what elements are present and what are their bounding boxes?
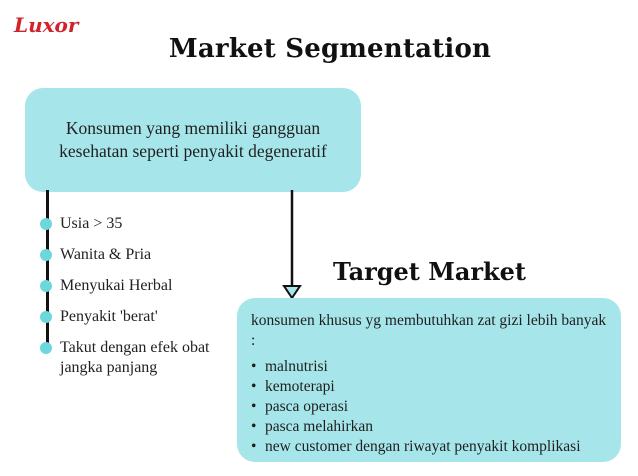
target-market-title: Target Market: [333, 257, 526, 286]
bullet-icon: •: [251, 358, 257, 375]
target-item: • malnutrisi: [251, 358, 328, 375]
target-item: • kemoterapi: [251, 378, 335, 395]
bullet-icon: •: [251, 398, 257, 415]
segment-item: Wanita & Pria: [40, 245, 220, 276]
segment-description-box: [25, 88, 361, 192]
bullet-icon: •: [251, 438, 257, 455]
bullet-icon: •: [251, 378, 257, 395]
logo-text: Luxor: [14, 13, 79, 37]
target-intro: konsumen khusus yg membutuhkan zat gizi lebih banyak :: [251, 312, 607, 349]
segment-item: Menyukai Herbal: [40, 276, 220, 307]
target-item: • new customer dengan riwayat penyakit komplikasi: [251, 438, 581, 455]
segment-item: Takut dengan efek obat jangka panjang: [40, 338, 220, 382]
bullet-dot-icon: [40, 311, 52, 323]
target-list: [251, 357, 611, 457]
target-item: • pasca melahirkan: [251, 418, 374, 435]
target-item: • pasca operasi: [251, 398, 349, 415]
page-title: Market Segmentation: [168, 34, 492, 64]
segment-list: [40, 214, 220, 382]
bullet-dot-icon: [40, 249, 52, 261]
bullet-dot-icon: [40, 280, 52, 292]
target-market-box: [237, 298, 621, 462]
segment-item: Penyakit 'berat': [40, 307, 220, 338]
bullet-dot-icon: [40, 218, 52, 230]
segment-item: Usia > 35: [40, 214, 220, 245]
bullet-dot-icon: [40, 342, 52, 354]
arrow-down-icon: [280, 190, 304, 302]
bullet-icon: •: [251, 418, 257, 435]
segment-description: Konsumen yang memiliki gangguan kesehatan seperti penyakit degeneratif: [59, 118, 327, 161]
